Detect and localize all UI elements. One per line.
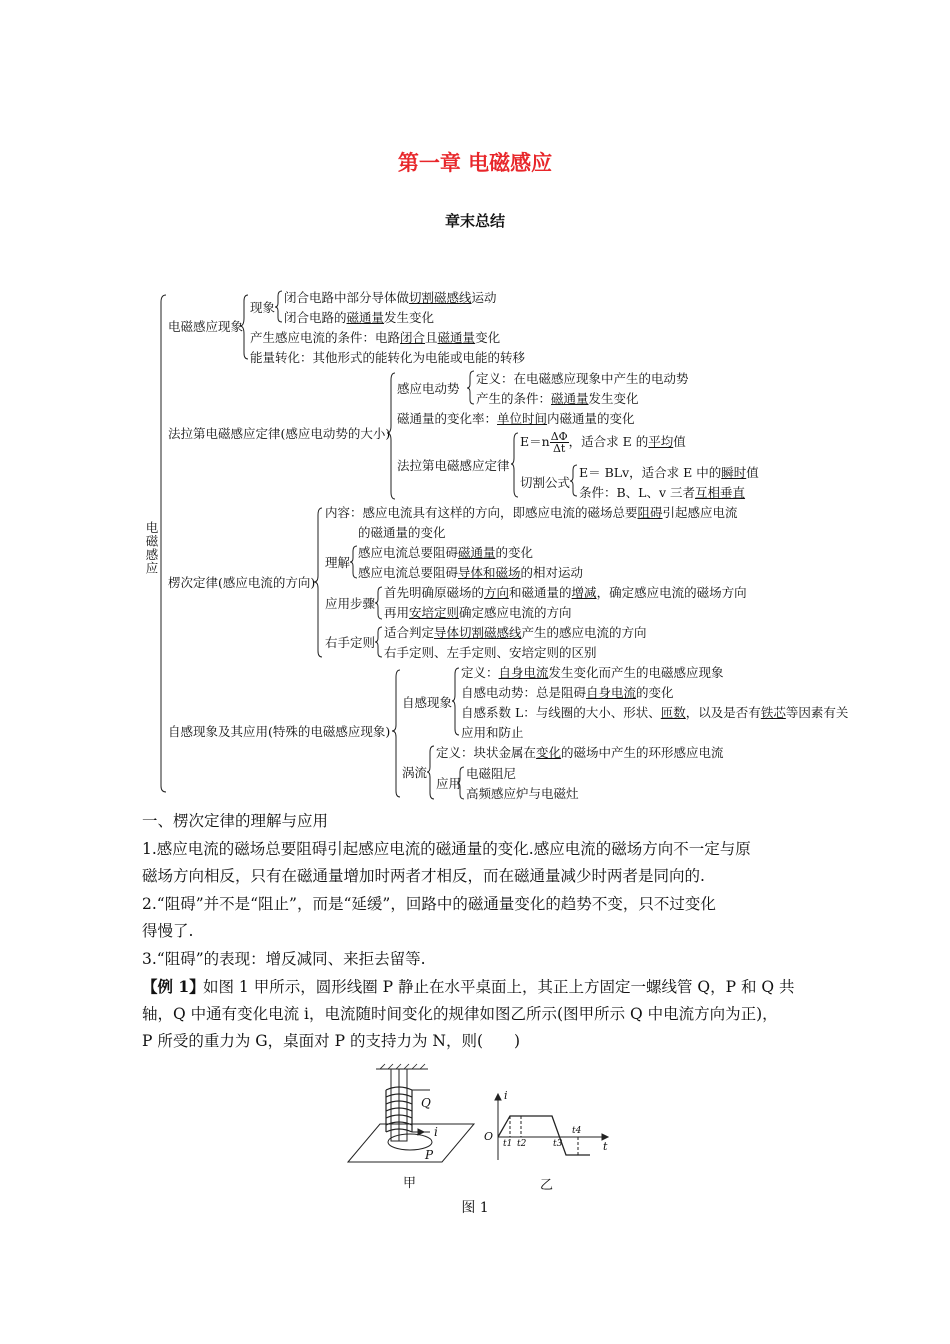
- graph-axis-t-label: t: [603, 1140, 608, 1153]
- tick-t4: t4: [572, 1126, 582, 1136]
- map-b4-label: 自感现象及其应用(特殊的电磁感应现象): [168, 724, 391, 739]
- map-b4-self4: 应用和防止: [461, 725, 524, 740]
- map-b1-energy: 能量转化：其他形式的能转化为电能或电能的转移: [250, 350, 526, 365]
- section-subtitle: 章末总结: [444, 212, 505, 230]
- map-b3-label: 楞次定律(感应电流的方向): [168, 575, 316, 590]
- label-P: P: [425, 1148, 434, 1162]
- example-line-1: 如图 1 甲所示，圆形线圈 P 静止在水平桌面上，其正上方固定一螺线管 Q，P 和 Q 共: [203, 978, 795, 996]
- map-b3-rh2: 右手定则、左手定则、安培定则的区别: [384, 645, 597, 660]
- map-b2-law-label: 法拉第电磁感应定律: [397, 458, 510, 473]
- map-b3-content2: 的磁通量的变化: [358, 525, 446, 540]
- map-b2-formula3: 条件：B、L、v 三者互相垂直: [579, 485, 746, 500]
- map-b2-cond: 产生的条件：磁通量发生变化: [476, 391, 639, 406]
- map-b2-formula2: E＝ BLv，适合求 E 中的瞬时值: [579, 465, 759, 480]
- map-b2-emf-label: 感应电动势: [397, 381, 460, 396]
- map-b3-step-label: 应用步骤: [325, 596, 376, 611]
- current-arrow: [418, 1129, 424, 1135]
- label-Q: Q: [421, 1096, 431, 1110]
- map-b4-app2: 高频感应炉与电磁灶: [466, 786, 579, 801]
- map-b2-rate: 磁通量的变化率：单位时间内磁通量的变化: [397, 411, 635, 426]
- para-2-line-2: 得慢了.: [142, 922, 194, 940]
- i-t-graph: [495, 1094, 608, 1160]
- map-b3-und-label: 理解: [325, 555, 351, 570]
- fraction: $\frac{\Delta\Phi}{\Delta t}$: [550, 430, 568, 455]
- graph-origin-label: O: [484, 1130, 494, 1143]
- map-b3-und2: 感应电流总要阻碍导体和磁场的相对运动: [358, 565, 584, 580]
- map-b4-self3: 自感系数 L：与线圈的大小、形状、匝数，以及是否有铁芯等因素有关: [461, 705, 849, 720]
- map-b3-rh1: 适合判定导体切割磁感线产生的感应电流的方向: [384, 625, 647, 640]
- label-current-i: i: [434, 1125, 438, 1139]
- map-b1-label: 电磁感应现象: [168, 319, 244, 334]
- map-b3-rh-label: 右手定则: [325, 635, 376, 650]
- graph-axis-i-label: i: [504, 1089, 508, 1102]
- map-b2-formula1: E＝n $\frac{\Delta\Phi}{\Delta t}$ ，适合求 E 的平均值: [520, 430, 686, 455]
- para-1-line-2: 磁场方向相反，只有在磁通量增加时两者才相反，而在磁通量减少时两者是同向的.: [142, 867, 705, 885]
- figure-caption: 图 1: [461, 1200, 489, 1216]
- para-3: 3.“阻碍”的表现：增反减同、来拒去留等.: [142, 950, 426, 968]
- map-b3-und1: 感应电流总要阻碍磁通量的变化: [358, 545, 534, 560]
- tick-t1: t1: [503, 1139, 513, 1149]
- map-b1-p2: 闭合电路的磁通量发生变化: [284, 310, 435, 325]
- caption-yi: 乙: [540, 1178, 554, 1193]
- map-b2-label: 法拉第电磁感应定律(感应电动势的大小): [168, 426, 391, 441]
- map-b4-app-label: 应用: [436, 776, 462, 791]
- map-b4-eddy-label: 涡流: [402, 765, 428, 780]
- tick-t3: t3: [553, 1139, 563, 1149]
- chapter-title: 第一章 电磁感应: [397, 150, 553, 175]
- map-b3-content1: 内容：感应电流具有这样的方向，即感应电流的磁场总要阻碍引起感应电流: [325, 505, 738, 520]
- map-b2-cut-label: 切割公式: [520, 475, 571, 490]
- map-b4-eddy-def: 定义：块状金属在变化的磁场中产生的环形感应电流: [436, 745, 724, 760]
- map-b3-step2: 再用安培定则确定感应电流的方向: [384, 605, 572, 620]
- tick-t2: t2: [517, 1139, 527, 1149]
- table-plane: [348, 1124, 474, 1162]
- map-b4-self1: 定义：自身电流发生变化而产生的电磁感应现象: [461, 665, 724, 680]
- para-2-line-1: 2.“阻碍”并不是“阻止”，而是“延缓”，回路中的磁通量变化的趋势不变，只不过变化: [142, 895, 716, 913]
- map-b2-def: 定义：在电磁感应现象中产生的电动势: [476, 371, 689, 386]
- map-b4-app1: 电磁阻尼: [466, 766, 517, 781]
- map-root: 电磁感应: [144, 521, 159, 575]
- caption-jia: 甲: [403, 1176, 417, 1191]
- map-b1-phen-label: 现象: [250, 300, 276, 315]
- map-b4-self2: 自感电动势：总是阻碍自身电流的变化: [461, 685, 674, 700]
- example-line-3: P 所受的重力为 G，桌面对 P 的支持力为 N，则( ): [142, 1032, 521, 1050]
- map-b3-step1: 首先明确原磁场的方向和磁通量的增减，确定感应电流的磁场方向: [384, 585, 747, 600]
- para-1-line-1: 1.感应电流的磁场总要阻碍引起感应电流的磁通量的变化.感应电流的磁场方向不一定与原: [142, 840, 751, 858]
- map-b4-self-label: 自感现象: [402, 695, 453, 710]
- map-b1-cond: 产生感应电流的条件：电路闭合且磁通量变化: [250, 330, 501, 345]
- example-tag: 【例 1】: [142, 977, 205, 996]
- section-heading: 一、楞次定律的理解与应用: [142, 812, 329, 830]
- hatch-marks: [380, 1064, 425, 1069]
- example-line-2: 轴，Q 中通有变化电流 i，电流随时间变化的规律如图乙所示(图甲所示 Q 中电流方向为正)，: [142, 1005, 778, 1023]
- map-b1-p1: 闭合电路中部分导体做切割磁感线运动: [284, 290, 497, 305]
